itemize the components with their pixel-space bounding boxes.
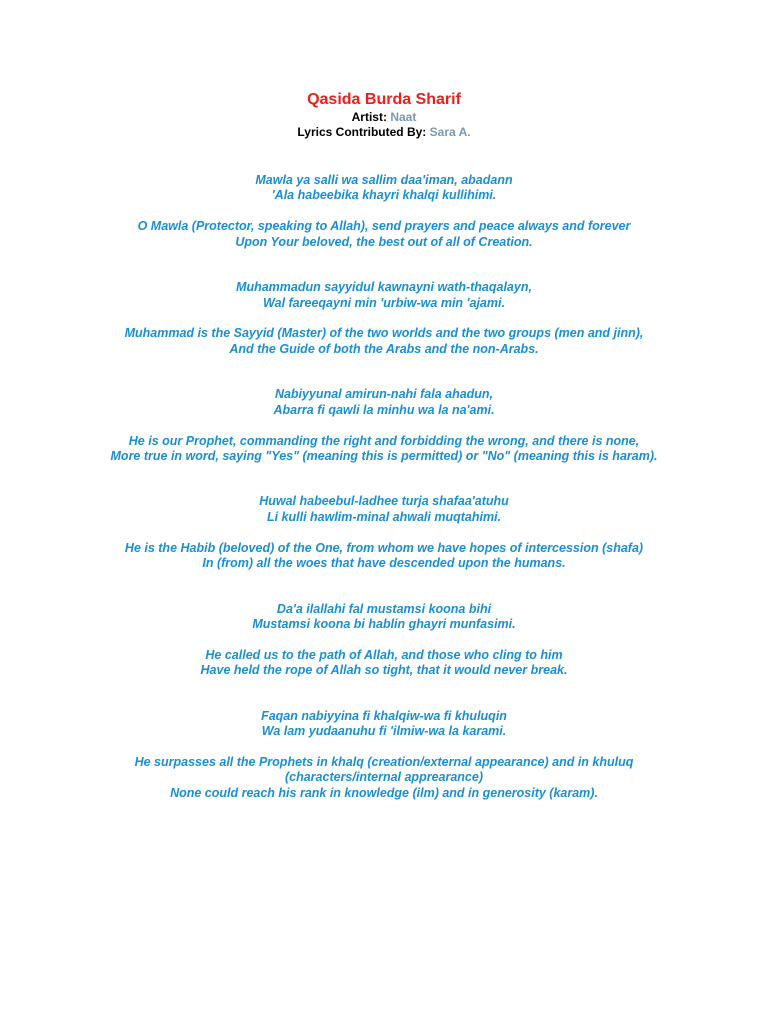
verse-transliteration [88, 387, 680, 418]
verse-transliteration [88, 709, 680, 740]
lyric-line: Mawla ya salli wa sallim daa'iman, abadann [255, 173, 513, 187]
lyric-line: In (from) all the woes that have descended upon the humans. [202, 556, 566, 571]
verse-translation [88, 755, 680, 801]
verse-transliteration [88, 173, 680, 204]
lyric-line: Mustamsi koona bi hablin ghayri munfasimi. [252, 616, 516, 631]
lyric-line: He is our Prophet, commanding the right and forbidding the wrong, and there is none, [128, 433, 640, 448]
lyric-line: 'Ala habeebika khayri khalqi kullihimi. [271, 188, 497, 203]
lyric-line: Abarra fi qawli la minhu wa la na'ami. [273, 402, 495, 417]
verse-translation [88, 648, 680, 679]
verse-transliteration [88, 602, 680, 633]
lyric-line: Wa lam yudaanuhu fi 'ilmiw-wa la karami. [261, 724, 507, 739]
lyric-line: None could reach his rank in knowledge (ilm) and in generosity (karam). [170, 785, 598, 800]
lyric-line: More true in word, saying "Yes" (meaning this is permitted) or "No" (meaning this is haram). [110, 448, 658, 463]
contributor-label: Lyrics Contributed By: [297, 125, 427, 139]
contributor-line [0, 125, 768, 140]
verse-translation [88, 434, 680, 465]
verse-translation [88, 541, 680, 572]
lyric-line: Wal fareeqayni min 'urbiw-wa min 'ajami. [263, 295, 505, 310]
verse-translation [88, 326, 680, 357]
song-header [0, 90, 768, 140]
verse [88, 494, 680, 571]
lyric-line: And the Guide of both the Arabs and the non-Arabs. [229, 341, 539, 356]
lyric-line: O Mawla (Protector, speaking to Allah), send prayers and peace always and forever [137, 219, 631, 234]
lyric-line: Huwal habeebul-ladhee turja shafaa'atuhu [259, 494, 509, 509]
verse-translation [88, 219, 680, 250]
lyric-line: He is the Habib (beloved) of the One, from whom we have hopes of intercession (shafa) [124, 540, 644, 555]
lyric-line: Muhammad is the Sayyid (Master) of the two worlds and the two groups (men and jinn), [124, 326, 644, 341]
verse-transliteration [88, 494, 680, 525]
lyrics-body [88, 173, 680, 831]
lyric-line: Muhammadun sayyidul kawnayni wath-thaqalayn, [236, 280, 532, 295]
verse [88, 387, 680, 464]
lyric-line: Have held the rope of Allah so tight, that it would never break. [200, 663, 568, 678]
verse [88, 173, 680, 250]
page-title: Qasida Burda Sharif [307, 91, 461, 108]
lyric-line: Nabiyyunal amirun-nahi fala ahadun, [274, 387, 494, 402]
artist-link[interactable]: Naat [390, 110, 417, 124]
lyric-line: He surpasses all the Prophets in khalq (creation/external appearance) and in khuluq (characters/internal apprearance) [134, 754, 634, 785]
lyric-line: Li kulli hawlim-minal ahwali muqtahimi. [266, 509, 502, 524]
contributor-link[interactable]: Sara A. [429, 125, 471, 139]
lyric-line: Da'a ilallahi fal mustamsi koona bihi [276, 601, 492, 616]
verse [88, 709, 680, 802]
verse [88, 602, 680, 679]
artist-line [0, 110, 768, 125]
verse [88, 280, 680, 357]
verse-transliteration [88, 280, 680, 311]
lyric-line: Faqan nabiyyina fi khalqiw-wa fi khuluqin [261, 708, 507, 723]
lyric-line: Upon Your beloved, the best out of all of Creation. [235, 234, 533, 249]
artist-label: Artist: [351, 110, 387, 124]
lyric-line: He called us to the path of Allah, and those who cling to him [205, 647, 563, 662]
